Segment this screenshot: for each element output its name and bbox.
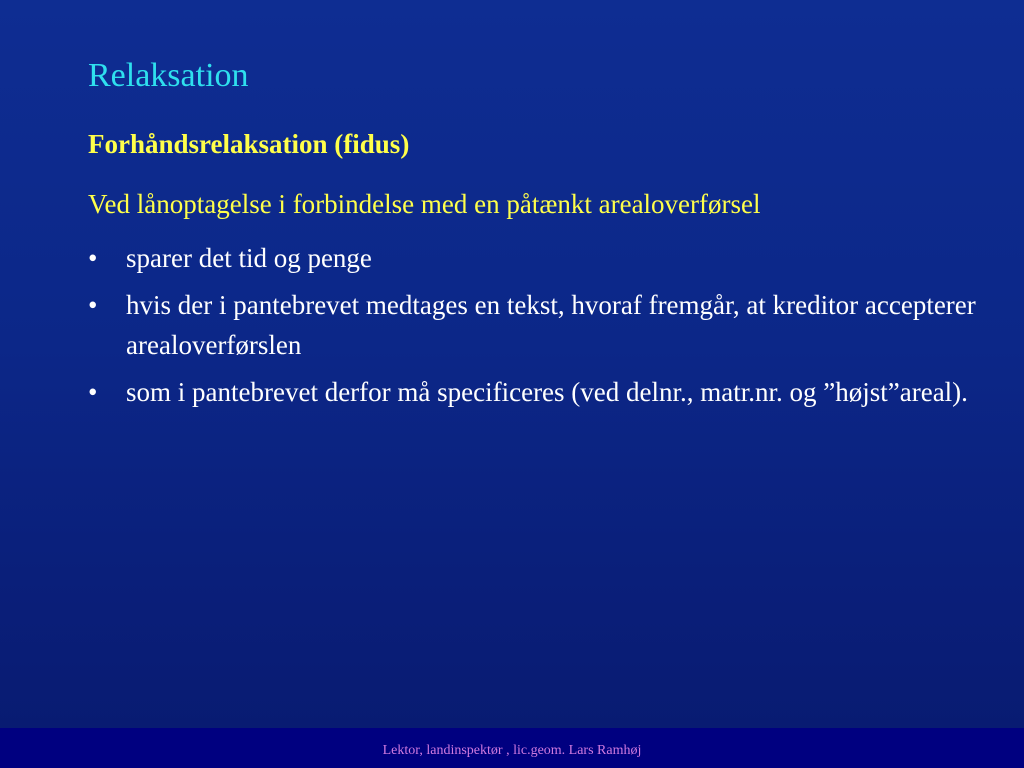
bullet-item xyxy=(88,285,988,365)
slide-subtitle: Forhåndsrelaksation (fidus) xyxy=(88,129,410,159)
slide-title: Relaksation xyxy=(88,57,249,94)
bullet-item xyxy=(88,238,988,278)
bullet-text: sparer det tid og penge xyxy=(126,243,372,273)
bullet-text: hvis der i pantebrevet medtages en tekst, hvoraf fremgår, at kreditor accepterer arealoverførslen xyxy=(126,290,976,360)
bullet-icon: • xyxy=(88,290,98,320)
bullet-item xyxy=(88,372,988,412)
footer-bar xyxy=(0,728,1024,768)
footer-credit: Lektor, landinspektør , lic.geom. Lars Ramhøj xyxy=(382,743,642,758)
bullet-icon: • xyxy=(88,243,98,273)
bullet-icon: • xyxy=(88,377,98,407)
intro-text: Ved lånoptagelse i forbindelse med en påtænkt arealoverførsel xyxy=(88,189,761,219)
bullet-list xyxy=(88,238,988,419)
bullet-text: som i pantebrevet derfor må specificeres (ved delnr., matr.nr. og ”højst”areal). xyxy=(126,377,968,407)
